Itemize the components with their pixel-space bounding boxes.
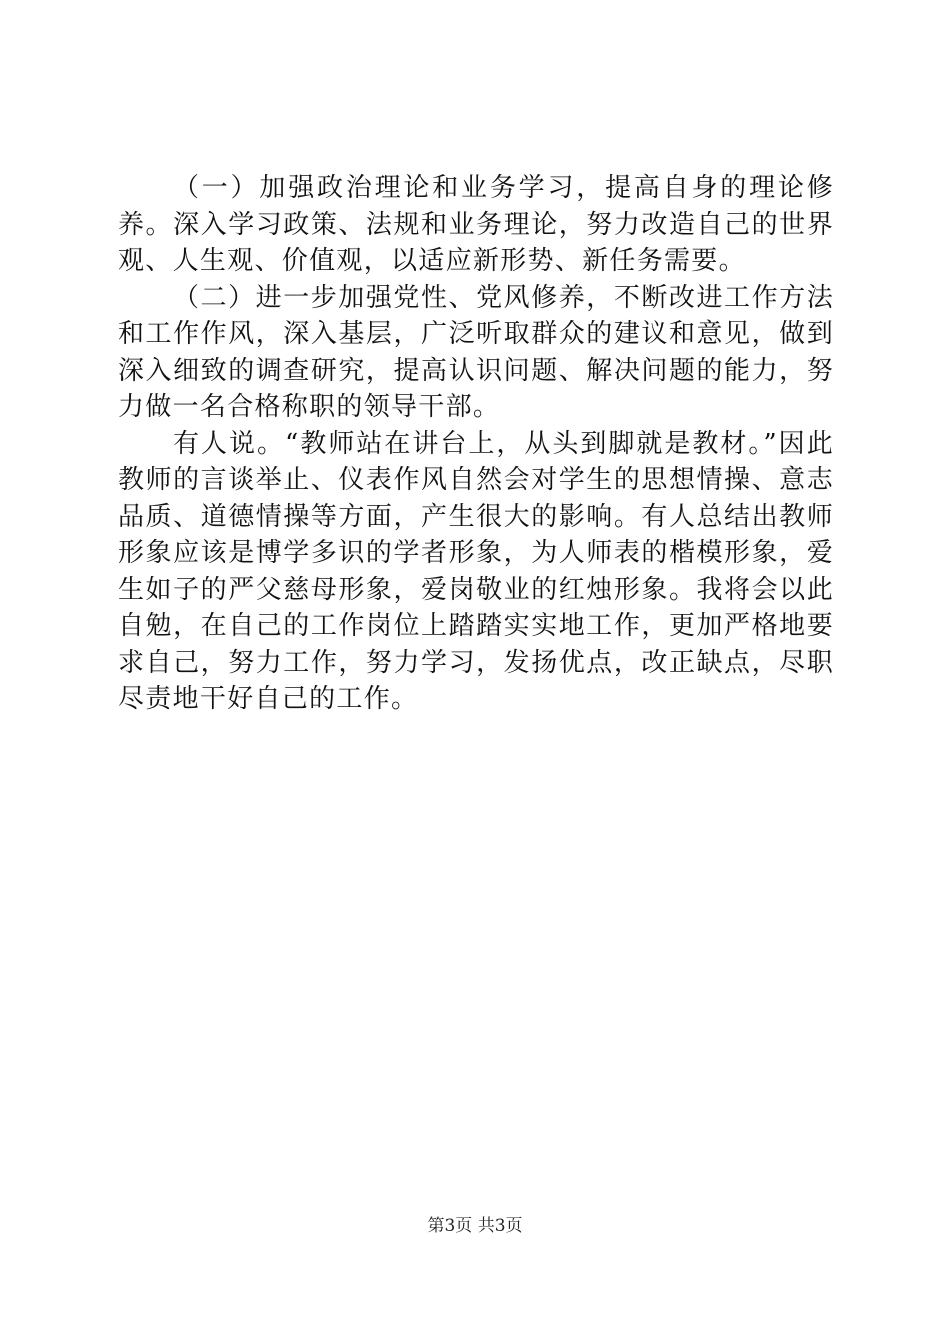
document-body <box>118 170 834 718</box>
paragraph-party-conduct: （二）进一步加强党性、党风修养，不断改进工作方法和工作作风，深入基层，广泛听取群众的建议和意见，做到深入细致的调查研究，提高认识问题、解决问题的能力，努力做一名合格称职的领导干部。 <box>118 282 834 422</box>
paragraph-teacher-image: 有人说。“教师站在讲台上，从头到脚就是教材。”因此教师的言谈举止、仪表作风自然会对学生的思想情操、意志品质、道德情操等方面，产生很大的影响。有人总结出教师形象应该是博学多识的学者形象，为人师表的楷模形象，爱生如子的严父慈母形象，爱岗敬业的红烛形象。我将会以此自勉，在自己的工作岗位上踏踏实实地工作，更加严格地要求自己，努力工作，努力学习，发扬优点，改正缺点，尽职尽责地干好自己的工作。 <box>118 428 834 714</box>
page-footer: 第3页 共3页 <box>427 1216 523 1236</box>
paragraph-study: （一）加强政治理论和业务学习，提高自身的理论修养。深入学习政策、法规和业务理论，努力改造自己的世界观、人生观、价值观，以适应新形势、新任务需要。 <box>118 173 834 276</box>
